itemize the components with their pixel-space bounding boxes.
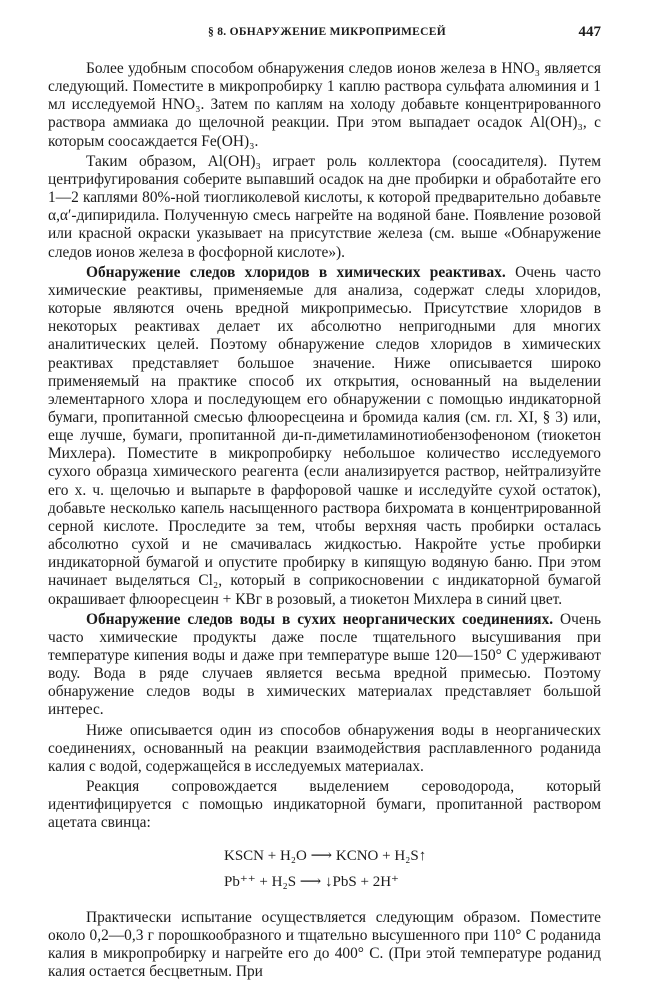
reaction-equations [224, 843, 601, 895]
equation-pbs: Pb⁺⁺ + H₂S ⟶ ↓PbS + 2H⁺ [224, 873, 399, 890]
paragraph-water: Обнаружение следов воды в сухих неорганических соединениях. Очень часто химические продукты даже после тщательного высушивания при температуре кипения воды и даже при температуре выше 120—150° С удерживают воду. Вода в ряде случаев является весьма вредной примесью. Поэтому обнаружение следов воды в химических материалах представляет большой интерес. [48, 610, 601, 719]
paragraph-reaction: Реакция сопровождается выделением сероводорода, который идентифицируется с помощью индикаторной бумаги, пропитанной раствором ацетата свинца: [48, 778, 601, 832]
page-number: 447 [578, 24, 601, 40]
section-heading-water: Обнаружение следов воды в сухих неорганических соединениях. [86, 610, 554, 628]
paragraph-collector: Таким образом, Al(OH)₃ играет роль коллектора (соосадителя). Путем центрифугирования соберите выпавший осадок на дне пробирки и обработайте его 1—2 каплями 80%-ной тиогликолевой кислоты, к которой предварительно добавьте α,α′-дипиридила. Полученную смесь нагрейте на водяной бане. Появление розовой или красной окраски указывает на присутствие железа (см. выше «Обнаружение следов ионов железа в фосфорной кислоте»). [48, 152, 601, 261]
equation-kscn: KSCN + H₂O ⟶ KCNO + H₂S↑ [224, 847, 427, 864]
body-text [48, 60, 601, 981]
paragraph-iron-traces: Более удобным способом обнаружения следов ионов железа в HNO₃ является следующий. Поместите в микропробирку 1 каплю раствора сульфата алюминия и 1 мл исследуемой HNO₃. Затем по каплям на холоду добавьте концентрированного раствора аммиака до щелочной реакции. При этом выпадает осадок Al(OH)₃, с которым соосаждается Fe(OH)₃. [48, 60, 601, 150]
paragraph-chlorides: Обнаружение следов хлоридов в химических реактивах. Очень часто химические реактивы, применяемые для анализа, содержат следы хлоридов, которые являются очень вредной микропримесью. Присутствие хлоридов в некоторых реактивах делает их абсолютно непригодными для многих аналитических целей. Поэтому обнаружение следов хлоридов в химических реактивах представляет большое значение. Ниже описывается широко применяемый на практике способ их открытия, основанный на выделении элементарного хлора и последующем его обнаружении с помощью индикаторной бумаги, пропитанной смесью флюоресцеина и бромида калия (см. гл. XI, § 3) или, еще лучше, бумаги, пропитанной ди-п-диметиламинотиобензофеноном (тиокетон Михлера). Поместите в микропробирку небольшое количество исследуемого сухого образца химического реагента (если анализируется раствор, нейтрализуйте его х. ч. щелочью и выпарьте в фарфоровой чашке и исследуйте сухой остаток), добавьте несколько капель насыщенного раствора бихромата в концентрированной серной кислоте. Проследите за тем, чтобы верхняя часть пробирки осталась абсолютно сухой и не смачивалась жидкостью. Накройте устье пробирки индикаторной бумагой и опустите пробирку в кипящую водяную баню. При этом начинает выделяться Cl₂, который в соприкосновении с индикаторной бумагой окрашивает флюоресцеин + КВг в розовый, а тиокетон Михлера в синий цвет. [48, 263, 601, 608]
running-head: § 8. ОБНАРУЖЕНИЕ МИКРОПРИМЕСЕЙ [208, 26, 446, 38]
section-heading-chlorides: Обнаружение следов хлоридов в химических реактивах. [86, 263, 506, 281]
page-header [48, 24, 601, 46]
paragraph-method: Ниже описывается один из способов обнаружения воды в неорганических соединениях, основанный на реакции взаимодействия расплавленного роданида калия с водой, содержащейся в исследуемых материалах. [48, 721, 601, 775]
paragraph-procedure: Практически испытание осуществляется следующим образом. Поместите около 0,2—0,3 г порошкообразного и тщательно высушенного при 110° С роданида калия в микропробирку и нагрейте его до 400° С. (При этой температуре роданид калия остается бесцветным. При [48, 908, 601, 981]
